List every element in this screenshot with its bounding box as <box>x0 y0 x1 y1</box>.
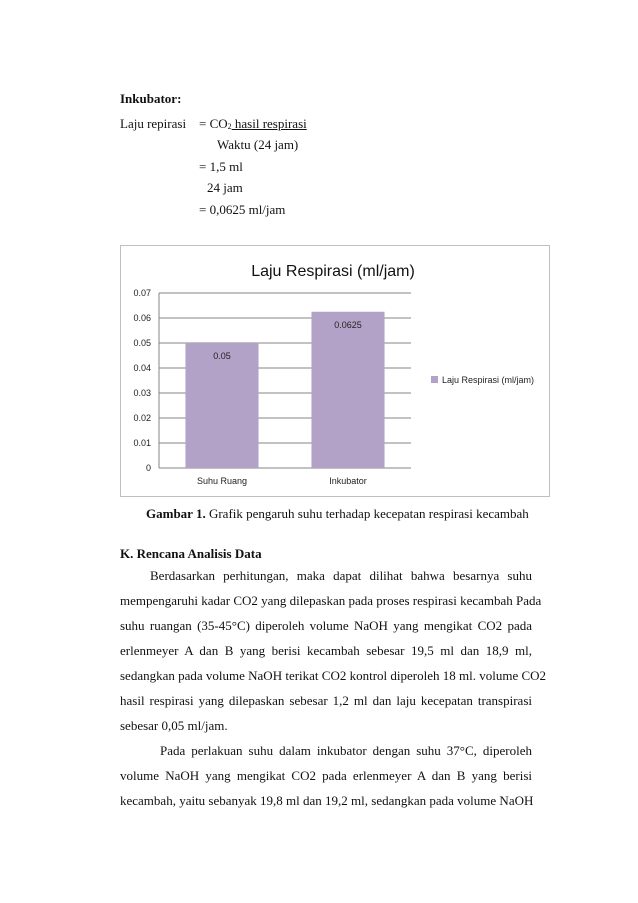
paragraph-1-line-7: sebesar 0,05 ml/jam. <box>120 718 228 733</box>
formula-sub: 2 <box>227 122 232 131</box>
chart-title: Laju Respirasi (ml/jam) <box>251 263 415 280</box>
caption-text: Grafik pengaruh suhu terhadap kecepatan respirasi kecambah <box>205 506 529 521</box>
formula-label: Laju repirasi <box>120 116 187 131</box>
caption-label: Gambar 1. <box>146 506 206 521</box>
bar <box>185 343 258 468</box>
paragraph-1-line-5: sedangkan pada volume NaOH terikat CO2 kontrol diperoleh 18 ml. volume CO2 <box>120 668 547 683</box>
paragraph-1-line-1: Berdasarkan perhitungan, maka dapat dilihat bahwa besarnya suhu <box>150 568 532 583</box>
y-tick-label: 0.07 <box>133 288 151 298</box>
paragraph-2-line-3: kecambah, yaitu sebanyak 19,8 ml dan 19,2 ml, sedangkan pada volume NaOH <box>120 793 534 808</box>
y-tick-label: 0.06 <box>133 313 151 323</box>
y-tick-label: 0.04 <box>133 363 151 373</box>
paragraph-1-line-2: mempengaruhi kadar CO2 yang dilepaskan pada proses respirasi kecambah Pada <box>120 593 542 608</box>
formula-heading: Inkubator: <box>120 91 182 106</box>
paragraph-1-line-3: suhu ruangan (35-45°C) diperoleh volume NaOH yang mengikat CO2 pada <box>120 618 532 633</box>
y-tick-label: 0.01 <box>133 438 151 448</box>
bar <box>311 312 384 468</box>
formula-denominator: Waktu (24 jam) <box>217 137 299 152</box>
paragraph-2-line-2: volume NaOH yang mengikat CO2 pada erlenmeyer A dan B yang berisi <box>120 768 532 783</box>
figure-caption <box>146 506 529 522</box>
formula-eq-co: = CO <box>199 116 228 131</box>
paragraph-1-line-6: hasil respirasi yang dilepaskan sebesar 1,2 ml dan laju kecepatan transpirasi <box>120 693 532 708</box>
formula-line-numerator <box>199 116 307 132</box>
y-tick-label: 0.03 <box>133 388 151 398</box>
legend-swatch <box>431 376 438 383</box>
paragraph-2-line-1: Pada perlakuan suhu dalam inkubator dengan suhu 37°C, diperoleh <box>160 743 532 758</box>
data-label: 0.0625 <box>334 319 362 330</box>
formula-result: = 0,0625 ml/jam <box>199 202 286 217</box>
paragraph-1-line-4: erlenmeyer A dan B yang berisi kecambah sebesar 19,5 ml dan 18,9 ml, <box>120 643 532 658</box>
data-label: 0.05 <box>213 351 231 361</box>
y-tick-label: 0.02 <box>133 413 151 423</box>
bar-chart <box>121 246 549 496</box>
x-tick-label: Inkubator <box>329 476 367 486</box>
x-tick-label: Suhu Ruang <box>196 476 248 486</box>
y-tick-label: 0 <box>145 463 151 473</box>
legend-label: Laju Respirasi (ml/jam) <box>442 375 535 385</box>
formula-numerator-text: hasil respirasi <box>231 116 307 131</box>
section-heading: K. Rencana Analisis Data <box>120 546 262 561</box>
formula-line-4: 24 jam <box>207 180 243 195</box>
chart-frame <box>120 245 550 497</box>
formula-line-3: = 1,5 ml <box>199 159 243 174</box>
y-tick-label: 0.05 <box>133 338 151 348</box>
